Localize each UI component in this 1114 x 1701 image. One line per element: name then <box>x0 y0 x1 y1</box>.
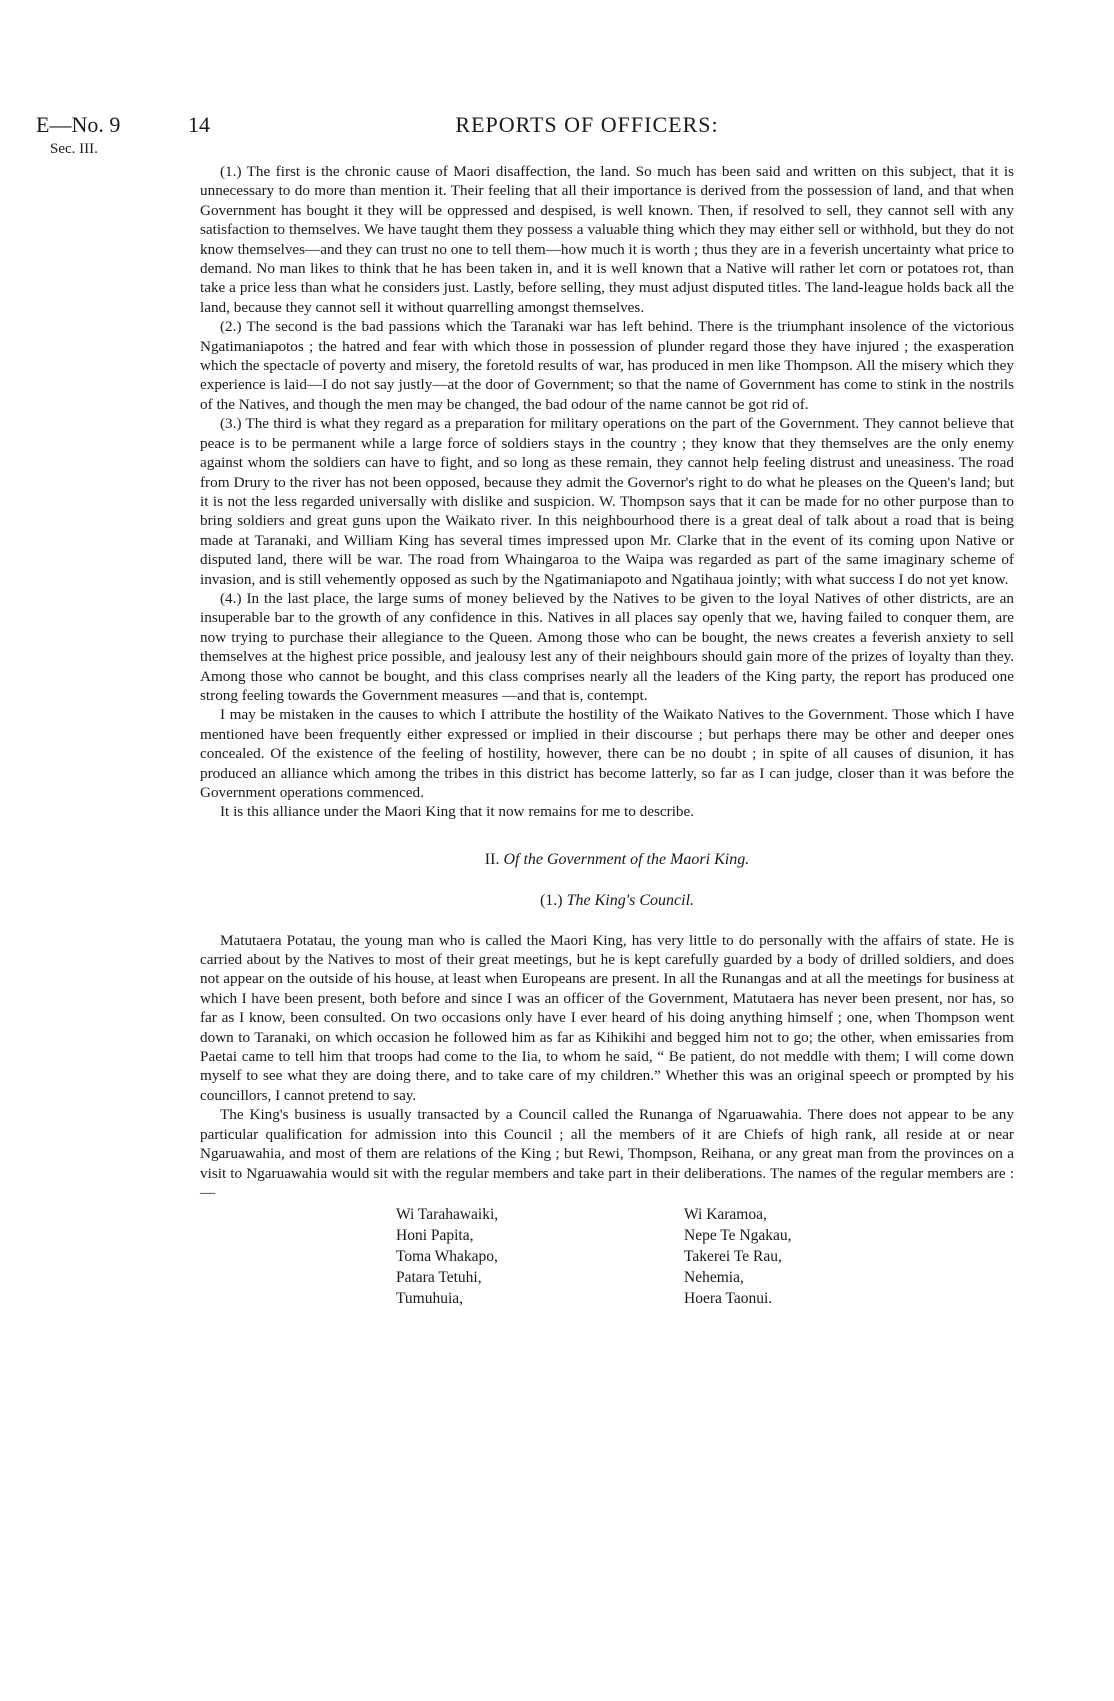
member-name: Toma Whakapo, <box>396 1248 498 1266</box>
subsection-heading-title: The King's Council. <box>566 892 695 910</box>
paragraph-cause-4: (4.) In the last place, the large sums of money believed by the Natives to be given to the loyal Natives of other districts, are an insuperable bar to the growth of any confidence in this. Natives in all places say openly that we, having failed to conquer them, are now trying to purchase their allegiance to the Queen. Among those who can be bought, the news creates a feverish anxiety to sell themselves at the highest price possible, and jealousy lest any of their neighbours should gain more of the prizes of loyalty than they. Among those who cannot be bought, and this class comprises nearly all the leaders of the King party, the report has produced one strong feeling towards the Government measures —and that is, contempt. <box>200 589 1014 704</box>
page-number: 14 <box>188 112 210 137</box>
document-body <box>200 162 1014 1314</box>
council-members-list <box>200 1204 1014 1314</box>
member-name: Tumuhuia, <box>396 1290 464 1308</box>
paragraph-maori-king: Matutaera Potatau, the young man who is called the Maori King, has very little to do personally with the affairs of state. He is carried about by the Natives to most of their great meetings, but he is kept carefully guarded by a body of drilled soldiers, and does not appear on the outside of his house, at least when Europeans are present. In all the Runangas and at all the meetings for business at which I have been present, both before and since I was an officer of the Government, Matutaera has never been present, nor has, so far as I know, been consulted. On two occasions only have I ever heard of his doing anything himself ; one, when Thompson went down to Taranaki, on which occasion he followed him as far as Kihikihi and begged him not to go; the other, when emissaries from Paetai came to tell him that troops had come to the Iia, to whom he said, “ Be patient, do not meddle with them; I will come down myself to see what they are doing there, and to take care of my children.” Whether this was an original speech or prompted by his councillors, I cannot pretend to say. <box>200 931 1014 1104</box>
paragraph-council: The King's business is usually transacted by a Council called the Runanga of Ngaruawahia. There does not appear to be any particular qualification for admission into this Council ; all the members of it are Chiefs of high rank, all reside at or near Ngaruawahia, and most of them are relations of the King ; but Rewi, Thompson, Reihana, or any great man from the provinces on a visit to Ngaruawahia would sit with the regular members and take part in their deliberations. The names of the regular members are :— <box>200 1106 1014 1201</box>
member-name: Patara Tetuhi, <box>396 1269 482 1287</box>
members-column-left <box>396 1204 498 1309</box>
paragraph-cause-2: (2.) The second is the bad passions which the Taranaki war has left behind. There is the triumphant insolence of the victorious Ngatimaniapotos ; the hatred and fear with which those in possession of plunder regard those they have injured ; the exasperation which the spectacle of poverty and misery, the foretold results of war, has produced in men like Thompson. All the misery which they experience is laid—I do not say justly—at the door of Government; so that the name of Government has come to stink in the nostrils of the Natives, and though the men may be changed, the bad odour of the name cannot be got rid of. <box>200 318 1014 413</box>
section-heading-title: Of the Government of the Maori King. <box>503 850 750 868</box>
member-name: Takerei Te Rau, <box>684 1248 782 1266</box>
paragraph-transition: It is this alliance under the Maori King that it now remains for me to describe. <box>220 803 695 821</box>
member-name: Hoera Taonui. <box>684 1290 773 1308</box>
subsection-heading <box>200 891 1014 910</box>
section-heading-number: II. <box>484 850 500 868</box>
member-name: Wi Karamoa, <box>684 1206 767 1224</box>
paragraph-cause-1: (1.) The first is the chronic cause of Maori disaffection, the land. So much has been said and written on this subject, that it is unnecessary to do more than mention it. Their feeling that all their importance is derived from the possession of land, and that when Government has bought it they will be oppressed and despised, is well known. Then, if resolved to sell, they cannot sell with any satisfaction to themselves. We have taught them they possess a valuable thing which they may either sell or withhold, but they do not know themselves—and they can trust no one to tell them—how much it is worth ; thus they are in a feverish uncertainty what price to demand. No man likes to think that he has been taken in, and it is well known that a Native will rather let corn or potatoes rot, than take a price less than what he considers just. Lastly, before selling, they must adjust disputed titles. The land-league holds back all the land, because they cannot sell it without quarrelling amongst themselves. <box>200 163 1014 316</box>
subsection-heading-number: (1.) <box>539 892 563 910</box>
section-reference: Sec. III. <box>50 141 98 157</box>
paragraph-cause-3: (3.) The third is what they regard as a preparation for military operations on the part of the Government. They cannot believe that peace is to be permanent while a large force of soldiers stays in the country ; they know that they themselves are the only enemy against whom the soldiers can have to fight, and so long as these remain, they cannot help feeling distrust and uneasiness. The road from Drury to the river has not been opposed, because they admit the Governor's right to do what he pleases on the Queen's land; but it is not the less regarded universally with dislike and suspicion. W. Thompson says that it can be made for no other purpose than to bring soldiers and great guns upon the Waikato river. In this neighbourhood there is a great deal of talk about a road that is being made at Taranaki, and William King has several times impressed upon Mr. Clarke that in the event of its coming upon Native or disputed land, there will be war. The road from Whaingaroa to the Waipa was regarded as part of the same imaginary scheme of invasion, and is still vehemently opposed as such by the Ngatimaniapoto and Ngatihaua jointly; with what success I do not yet know. <box>200 415 1014 588</box>
paragraph-conclusion: I may be mistaken in the causes to which I attribute the hostility of the Waikato Natives to the Government. Those which I have mentioned have been frequently either expressed or implied in their discourse ; but perhaps there may be other and deeper ones concealed. Of the existence of the feeling of hostility, however, there can be no doubt ; in spite of all causes of disunion, it has produced an alliance which among the tribes in this district has become latterly, so far as I can judge, closer than it was before the Government operations commenced. <box>200 706 1014 801</box>
members-column-right <box>684 1204 792 1309</box>
member-name: Wi Tarahawaiki, <box>396 1206 499 1224</box>
section-heading <box>200 850 1014 869</box>
member-name: Honi Papita, <box>396 1227 474 1245</box>
page-title: REPORTS OF OFFICERS: <box>455 112 719 137</box>
member-name: Nehemia, <box>684 1269 744 1287</box>
document-reference: E—No. 9 <box>36 112 121 137</box>
member-name: Nepe Te Ngakau, <box>684 1227 792 1245</box>
